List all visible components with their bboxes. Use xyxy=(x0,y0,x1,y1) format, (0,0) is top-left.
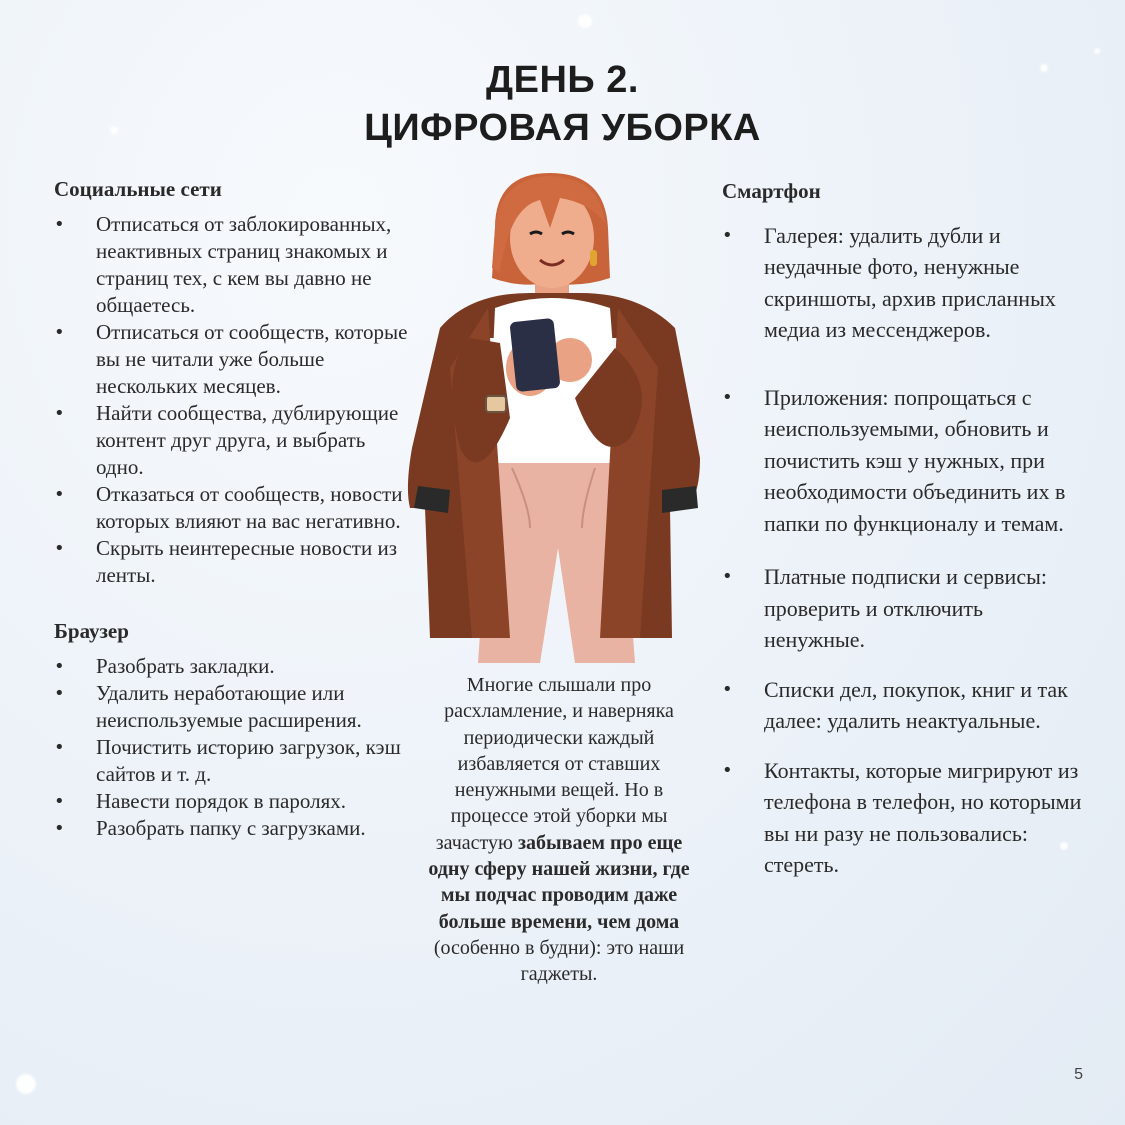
page-title xyxy=(0,56,1125,152)
browser-heading: Браузер xyxy=(54,619,129,643)
list-item: • Скрыть неинтересные новости из ленты. xyxy=(54,535,414,589)
browser-list xyxy=(54,653,414,842)
list-item: • Навести порядок в паролях. xyxy=(54,788,414,815)
social-heading: Социальные сети xyxy=(54,177,222,201)
smartphone-heading: Смартфон xyxy=(722,179,821,203)
list-item: • Удалить неработающие или неиспользуемые расширения. xyxy=(54,680,414,734)
list-item: • Отписаться от заблокированных, неактивных страниц знакомых и страниц тех, с кем вы давно не общаетесь. xyxy=(54,211,414,319)
snowflake xyxy=(16,1074,36,1094)
list-item: • Найти сообщества, дублирующие контент друг друга, и выбрать одно. xyxy=(54,400,414,481)
list-item: • Разобрать закладки. xyxy=(54,653,414,680)
intro-text: Многие слышали про расхламление, и наверняка периодически каждый избавляется от ставших ненужными вещей. Но в процессе этой уборки мы зачастую xyxy=(435,674,674,854)
intro-outro-text: (особенно в будни): это наши гаджеты. xyxy=(433,936,685,986)
snowflake xyxy=(578,14,592,28)
list-item: • Отказаться от сообществ, новости которых влияют на вас негативно. xyxy=(54,481,414,535)
list-item: • Отписаться от сообществ, которые вы не читали уже больше нескольких месяцев. xyxy=(54,319,414,400)
left-column xyxy=(54,176,414,842)
list-item: • Приложения: попрощаться с неиспользуемыми, обновить и почистить кэш у нужных, при необходимости объединить их в папки по функционалу и темам. xyxy=(722,382,1082,540)
woman-with-phone-illustration xyxy=(400,168,710,668)
list-item: • Почистить историю загрузок, кэш сайтов и т. д. xyxy=(54,734,414,788)
list-item: • Списки дел, покупок, книг и так далее: удалить неактуальные. xyxy=(722,674,1082,737)
page-number: 5 xyxy=(1074,1066,1083,1083)
title-line-1: ДЕНЬ 2. xyxy=(486,59,639,101)
list-item: • Контакты, которые мигрируют из телефона в телефон, но которыми вы ни разу не пользовались: стереть. xyxy=(722,755,1082,881)
snowflake xyxy=(1094,48,1100,54)
list-item: • Разобрать папку с загрузками. xyxy=(54,815,414,842)
social-list xyxy=(54,211,414,589)
list-item: • Галерея: удалить дубли и неудачные фото, ненужные скриншоты, архив присланных медиа из мессенджеров. xyxy=(722,220,1082,346)
title-line-2: ЦИФРОВАЯ УБОРКА xyxy=(364,107,761,149)
list-item: • Платные подписки и сервисы: проверить и отключить ненужные. xyxy=(722,561,1082,656)
intro-bold-text: забываем про еще одну сферу нашей жизни, где мы подчас проводим даже больше времени, чем дома xyxy=(428,831,690,933)
smartphone-list xyxy=(722,220,1082,881)
right-column xyxy=(722,176,1082,899)
center-intro-text xyxy=(420,672,698,988)
